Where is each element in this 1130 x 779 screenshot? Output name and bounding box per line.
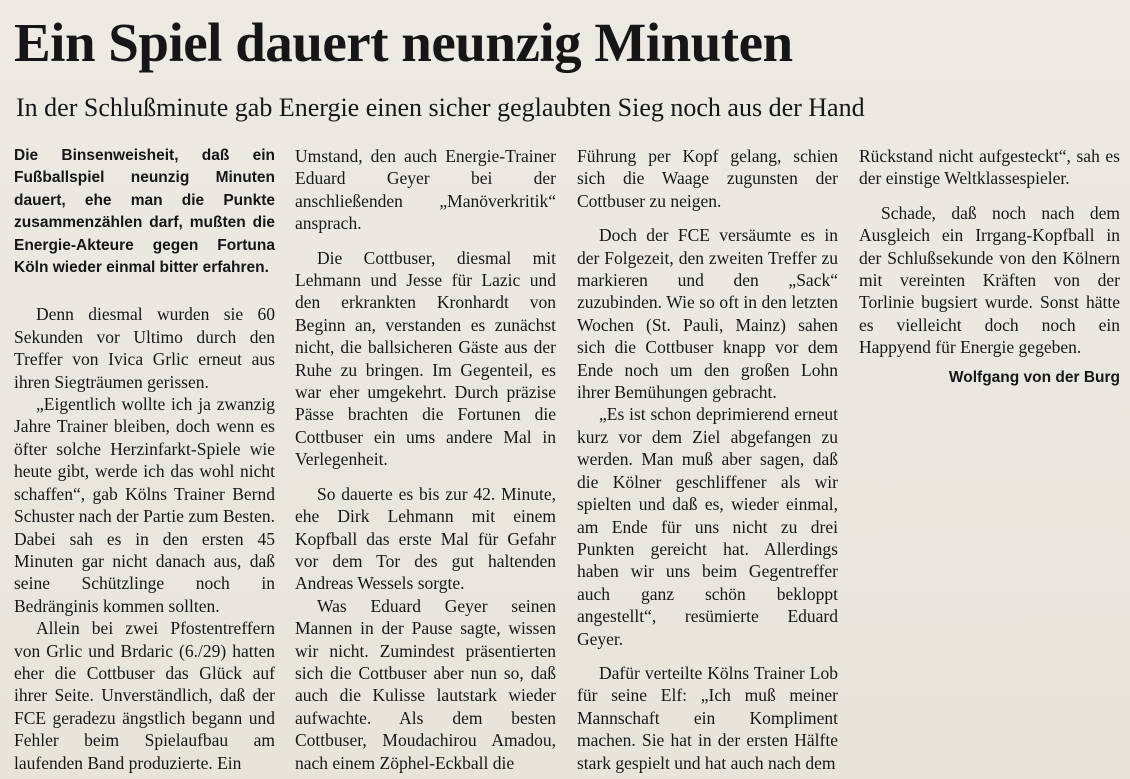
column-2 [295,145,556,773]
body-paragraph-continued: Rückstand nicht aufgesteckt“, sah es der einstige Weltklassespieler. [859,146,1120,189]
body-paragraph: Dafür verteilte Kölns Trainer Lob für seine Elf: „Ich muß meiner Mannschaft ein Kompliment machen. Sie hat in der ersten Hälfte stark gespielt und hat auch nach dem [577,662,838,773]
body-paragraph: Allein bei zwei Pfostentreffern von Grlic und Brdaric (6./29) hatten eher die Cottbuser das Glück auf ihrer Seite. Unverständlich, daß der FCE geradezu ängstlich begann und Fehler beim Spielaufbau am laufenden Band produzierte. Ein [14,618,275,773]
headline: Ein Spiel dauert neunzig Minuten [14,12,793,73]
body-paragraph-continued: Umstand, den auch Energie-Trainer Eduard Geyer bei der anschließenden „Manöverkritik“ ansprach. [295,146,556,234]
body-paragraph: Doch der FCE versäumte es in der Folgezeit, den zweiten Treffer zu markieren und den „Sack“ zuzubinden. Wie so oft in den letzten Wochen (St. Pauli, Mainz) sahen sich die Cottbuser knapp vor dem Ende noch um den großen Lohn ihrer Bemühungen gebracht. [577,225,838,403]
body-paragraph: „Eigentlich wollte ich ja zwanzig Jahre Trainer bleiben, doch wenn es öfter solche Herzinfarkt-Spiele wie heute gibt, werde ich das wohl nicht schaffen“, gab Kölns Trainer Bernd Schuster nach der Partie zum Besten. Dabei sah es in den ersten 45 Minuten gar nicht danach aus, daß seine Schützlinge noch in Bedränginis kommen sollten. [14,394,275,616]
column-1 [14,145,275,773]
body-paragraph: Die Cottbuser, diesmal mit Lehmann und Jesse für Lazic und den erkrankten Kronhardt von Beginn an, verstanden es zunächst nicht, die ballsicheren Gäste aus der Ruhe zu bringen. Im Gegenteil, es war eher umgekehrt. Durch präzise Pässe brachten die Fortunen die Cottbuser ein ums andere Mal in Verlegenheit. [295,247,556,470]
lead-paragraph: Die Binsenweisheit, daß ein Fußballspiel neunzig Minuten dauert, ehe man die Punkte zusammenzählen darf, mußten die Energie-Akteure gegen Fortuna Köln wieder einmal bitter erfahren. [14,147,275,277]
body-paragraph: „Es ist schon deprimierend erneut kurz vor dem Ziel abgefangen zu werden. Man muß aber sagen, daß die Kölner geschliffener als wir spielten und daß es, wieder einmal, am Ende für uns nicht zu drei Punkten gereicht hat. Allerdings haben wir uns beim Gegentreffer auch ganz schön bekloppt angestellt“, resümierte Eduard Geyer. [577,404,838,649]
body-paragraph: Denn diesmal wurden sie 60 Sekunden vor Ultimo durch den Treffer von Ivica Grlic erneut aus ihren Siegträumen gerissen. [14,304,275,392]
subheadline: In der Schlußminute gab Energie einen sicher geglaubten Sieg noch aus der Hand [16,93,865,122]
body-paragraph: So dauerte es bis zur 42. Minute, ehe Dirk Lehmann mit einem Kopfball das erste Mal für Gefahr vor dem Tor des gut haltenden Andreas Wessels sorgte. [295,483,556,594]
article-body [14,145,1118,773]
body-paragraph-continued: Führung per Kopf gelang, schien sich die Waage zugunsten der Cottbuser zu neigen. [577,146,838,211]
body-paragraph: Schade, daß noch nach dem Ausgleich ein Irrgang-Kopfball in der Schlußsekunde von den Kölnern mit vereinten Kräften von der Torlinie bugsiert wurde. Sonst hätte es vielleicht doch noch ein Happyend für Energie gegeben. [859,202,1120,358]
column-4 [859,145,1120,773]
author-byline: Wolfgang von der Burg [948,368,1120,386]
body-paragraph: Was Eduard Geyer seinen Mannen in der Pause sagte, wissen wir nicht. Zumindest präsentierten sich die Cottbuser aber nun so, daß auch die Kulisse lautstark wieder aufwachte. Als dem besten Cottbuser, Moudachirou Amadou, nach einem Zöphel-Eckball die [295,595,556,773]
column-3 [577,145,838,773]
